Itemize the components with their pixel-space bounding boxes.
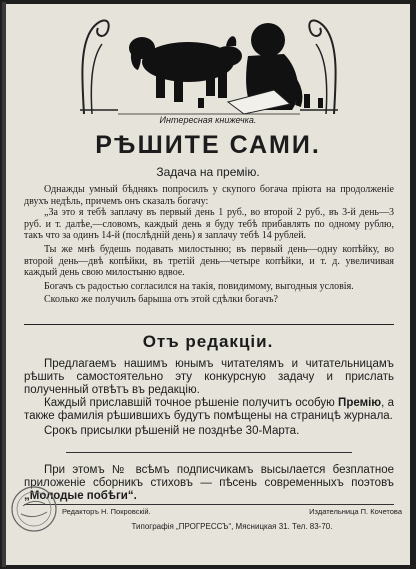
problem-paragraph: Богачъ съ радостью согласился на такія, повидимому, выгодныя условія. xyxy=(44,280,354,292)
editorial-paragraph: Предлагаемъ нашимъ юнымъ читателямъ и читательницамъ рѣшить самостоятельно эту конкурсную задачу и прислать полученный отвѣтъ въ редакцію. xyxy=(24,358,394,396)
divider xyxy=(66,452,352,453)
divider xyxy=(24,504,394,505)
editorial-text-part: , а также фамилія рѣшившихъ будутъ помѣщены на страницѣ журнала. xyxy=(24,397,394,422)
magazine-page xyxy=(6,4,410,565)
dog-and-child-illustration xyxy=(78,10,340,120)
editorial-title: Отъ редакціи. xyxy=(142,332,274,351)
problem-text xyxy=(24,184,394,306)
notice-paragraph xyxy=(24,464,394,503)
editor-credit: Редакторъ Н. Покровскій. xyxy=(62,507,151,516)
library-stamp xyxy=(9,484,59,534)
printer-credit: Типографія „ПРОГРЕССЪ“, Мясницкая 31. Тел. 83-70. xyxy=(131,522,333,531)
supplement-notice xyxy=(24,464,394,503)
divider xyxy=(24,324,394,325)
problem-question: Сколько же получилъ барыша отъ этой сдѣлки богачъ? xyxy=(44,294,278,306)
editorial-paragraph xyxy=(24,397,394,423)
problem-paragraph: „За это я тебѣ заплачу въ первый день 1 руб., во второй 2 руб., въ 3-й день—3 руб. и т. далѣе,—словомъ, каждый день я буду тебѣ прибавлять по одному рублю, такъ что за одинъ 14-й (послѣдній день) я заплачу тебѣ 14 рублей. xyxy=(24,207,394,242)
imprint xyxy=(62,507,402,516)
problem-paragraph: Ты же мнѣ будешь подавать милостыню; въ первый день—одну копѣйку, во второй день—двѣ копѣйки, въ третій день—четыре копѣйки, и т. д. увеличивая каждый день свою милостыню вдвое. xyxy=(24,243,394,279)
supplement-title: „Молодые побѣги“. xyxy=(24,490,137,502)
editorial-text xyxy=(24,358,394,438)
illustration-caption: Интересная книжечка. xyxy=(159,115,257,125)
publisher-credit: Издательница П. Кочетова xyxy=(309,507,402,516)
page-title: РѢШИТЕ САМИ. xyxy=(95,131,321,159)
problem-paragraph: Однажды умный бѣднякъ попросилъ у скупого богача пріюта на продолженіе двухъ недѣль, причемъ онъ сказалъ богачу: xyxy=(24,184,394,207)
editorial-text-part: Каждый приславшій точное рѣшеніе получитъ особую xyxy=(44,397,339,409)
deadline: Срокъ присылки рѣшеній не позднѣе 30-Марта. xyxy=(44,425,300,437)
prize-highlight: Премію xyxy=(338,397,382,409)
notice-text: При этомъ № всѣмъ подписчикамъ высылается безплатное приложеніе сборникъ стиховъ — пѣсень современныхъ поэтовъ xyxy=(24,464,394,489)
subtitle: Задача на премію. xyxy=(156,165,260,179)
